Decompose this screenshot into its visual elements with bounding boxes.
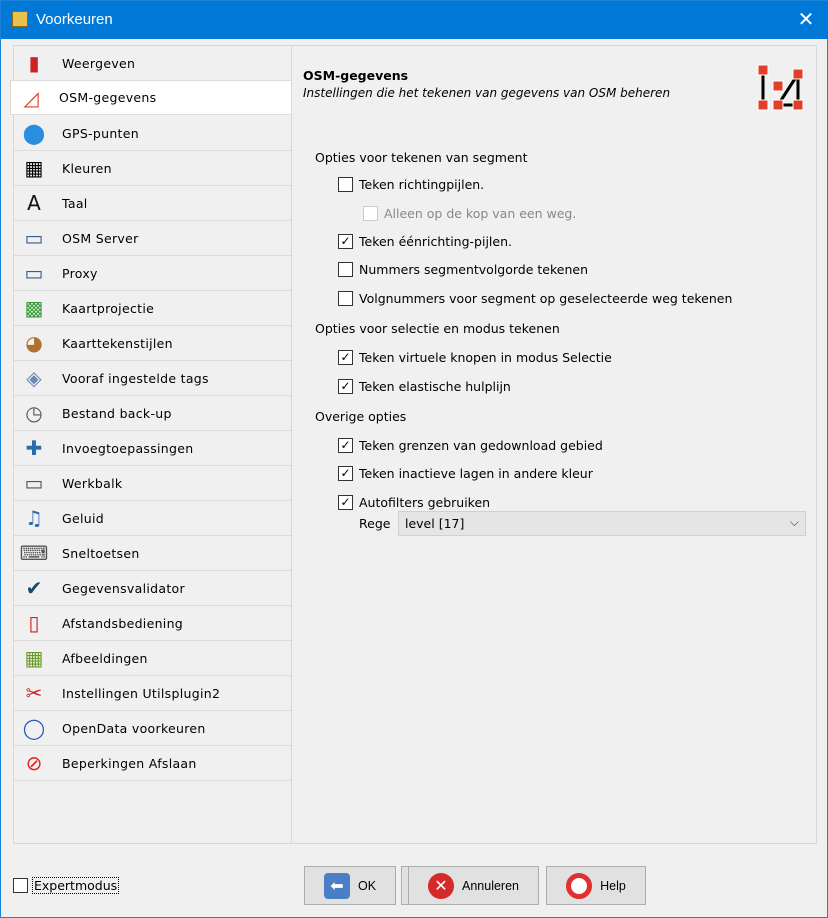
help-label: Help: [600, 878, 626, 893]
window-title: Voorkeuren: [36, 11, 113, 28]
server-icon: ▭: [24, 226, 44, 250]
sidebar-item-proxy[interactable]: [14, 256, 292, 291]
sidebar-item-label: Afstandsbediening: [62, 615, 184, 631]
turn-restriction-icon: ⊘: [25, 751, 43, 775]
checkbox[interactable]: ✓: [338, 350, 353, 365]
checkbox[interactable]: [338, 177, 353, 192]
sidebar-item-label: OSM-gegevens: [59, 90, 157, 105]
chevron-down-icon: ⌵: [789, 515, 799, 529]
gps-pin-icon: ⬤: [22, 121, 46, 145]
page-title: OSM-gegevens: [303, 68, 409, 83]
sidebar-item-vooraf-ingestelde-tags[interactable]: [14, 361, 292, 396]
app-icon: [12, 11, 28, 27]
ok-button[interactable]: [304, 866, 396, 905]
option-checkbox[interactable]: [338, 350, 612, 365]
sidebar-item-label: Invoegtoepassingen: [62, 440, 194, 456]
sidebar-item-label: Werkbalk: [62, 475, 123, 491]
page-subtitle: Instellingen die het tekenen van gegevens van OSM beheren: [303, 86, 671, 100]
autofilter-rule-select[interactable]: [398, 511, 806, 536]
option-label: Teken elastische hulplijn: [359, 379, 511, 394]
sidebar-item-werkbalk[interactable]: [14, 466, 292, 501]
map-projection-icon: ▩: [24, 296, 44, 320]
sidebar-item-beperkingen-afslaan[interactable]: [14, 746, 292, 781]
palette-icon: ◕: [25, 331, 43, 355]
sidebar-item-sneltoetsen[interactable]: [14, 536, 292, 571]
sidebar-item-label: Kaarttekenstijlen: [62, 335, 173, 351]
sidebar-item-label: OpenData voorkeuren: [62, 720, 206, 736]
sidebar-item-label: Sneltoetsen: [62, 545, 140, 561]
osm-data-icon: [756, 60, 808, 112]
option-checkbox[interactable]: [338, 495, 490, 510]
title-bar: [1, 1, 828, 39]
expert-mode-label: Expertmodus: [34, 878, 118, 893]
tools-icon: ✂: [25, 681, 43, 705]
sidebar-item-instellingen-utilsplugin2[interactable]: [14, 676, 292, 711]
option-checkbox[interactable]: [338, 177, 484, 192]
checkbox[interactable]: ✓: [338, 379, 353, 394]
checkbox[interactable]: ✓: [338, 438, 353, 453]
sidebar-item-osm-gegevens[interactable]: [10, 80, 292, 115]
section-heading: Opties voor tekenen van segment: [315, 150, 528, 165]
cancel-label: Annuleren: [462, 878, 519, 893]
option-checkbox[interactable]: [338, 438, 603, 453]
sidebar-item-label: Kleuren: [62, 160, 112, 176]
checkbox: [363, 206, 378, 221]
settings-panel: [291, 45, 817, 844]
sidebar-item-gegevensvalidator[interactable]: [14, 571, 292, 606]
section-heading: Opties voor selectie en modus tekenen: [315, 321, 560, 336]
sidebar-item-label: GPS-punten: [62, 125, 139, 141]
option-label: Teken inactieve lagen in andere kleur: [359, 466, 593, 481]
option-checkbox[interactable]: [338, 262, 588, 277]
section-heading: Overige opties: [315, 409, 407, 424]
sidebar-item-label: OSM Server: [62, 230, 139, 246]
sidebar-item-weergeven[interactable]: [14, 46, 292, 81]
sidebar-item-kleuren[interactable]: [14, 151, 292, 186]
sidebar-item-label: Geluid: [62, 510, 104, 526]
lifebuoy-icon: [566, 873, 592, 899]
option-checkbox[interactable]: [338, 291, 732, 306]
sidebar-item-label: Beperkingen Afslaan: [62, 755, 197, 771]
tags-icon: ◈: [26, 366, 42, 390]
sidebar-item-invoegtoepassingen[interactable]: [14, 431, 292, 466]
sidebar-item-label: Bestand back-up: [62, 405, 172, 421]
paint-bucket-icon: ▮: [28, 51, 40, 75]
sidebar-item-label: Proxy: [62, 265, 98, 281]
sidebar-item-opendata-voorkeuren[interactable]: [14, 711, 292, 746]
option-label: Teken éénrichting-pijlen.: [359, 234, 512, 249]
cancel-icon: ✕: [428, 873, 454, 899]
cancel-button[interactable]: [408, 866, 539, 905]
option-checkbox: [363, 206, 576, 221]
checkbox[interactable]: ✓: [338, 234, 353, 249]
imagery-icon: ▦: [24, 646, 44, 670]
sidebar-item-kaarttekenstijlen[interactable]: [14, 326, 292, 361]
backup-icon: ◷: [25, 401, 43, 425]
sidebar-item-label: Gegevensvalidator: [62, 580, 185, 596]
rule-value: level [17]: [405, 516, 465, 531]
option-label: Autofilters gebruiken: [359, 495, 491, 510]
shortcuts-icon: ⌨: [19, 541, 49, 565]
proxy-icon: ▭: [24, 261, 44, 285]
sidebar-item-taal[interactable]: [14, 186, 292, 221]
option-label: Alleen op de kop van een weg.: [384, 206, 577, 221]
opendata-icon: ◯: [22, 716, 46, 740]
sidebar-item-kaartprojectie[interactable]: [14, 291, 292, 326]
remote-control-icon: ▯: [28, 611, 40, 635]
option-label: Volgnummers voor segment op geselecteerde weg tekenen: [359, 291, 733, 306]
sidebar-item-label: Afbeeldingen: [62, 650, 148, 666]
sidebar-item-label: Kaartprojectie: [62, 300, 155, 316]
expert-mode-checkbox[interactable]: [13, 877, 119, 894]
option-label: Teken virtuele knopen in modus Selectie: [359, 350, 612, 365]
option-label: Teken grenzen van gedownload gebied: [359, 438, 603, 453]
preferences-sidebar: [13, 45, 292, 844]
sidebar-item-osm-server[interactable]: [14, 221, 292, 256]
plugin-icon: ✚: [25, 436, 43, 460]
checkbox[interactable]: [338, 262, 353, 277]
sound-icon: ♫: [25, 506, 43, 530]
option-checkbox[interactable]: [338, 234, 512, 249]
option-checkbox[interactable]: [338, 466, 593, 481]
language-icon: A: [27, 191, 41, 215]
sidebar-item-geluid[interactable]: [14, 501, 292, 536]
close-button[interactable]: ✕: [797, 7, 815, 31]
checkbox[interactable]: ✓: [338, 466, 353, 481]
rule-label: Rege: [359, 516, 391, 531]
sidebar-item-afstandsbediening[interactable]: [14, 606, 292, 641]
toolbar-icon: ▭: [24, 471, 44, 495]
osm-data-icon: ◿: [23, 85, 39, 110]
sidebar-item-label: Weergeven: [62, 55, 136, 71]
help-button[interactable]: [546, 866, 646, 905]
colors-icon: ▦: [24, 156, 44, 180]
sidebar-item-afbeeldingen[interactable]: [14, 641, 292, 676]
checkbox[interactable]: [338, 291, 353, 306]
ok-arrow-icon: ⬅: [324, 873, 350, 899]
option-label: Nummers segmentvolgorde tekenen: [359, 262, 588, 277]
option-checkbox[interactable]: [338, 379, 511, 394]
sidebar-item-label: Taal: [62, 195, 88, 211]
validator-icon: ✔: [25, 576, 43, 600]
checkbox[interactable]: [13, 878, 28, 893]
checkbox[interactable]: ✓: [338, 495, 353, 510]
sidebar-item-label: Vooraf ingestelde tags: [62, 370, 209, 386]
sidebar-item-bestand-back-up[interactable]: [14, 396, 292, 431]
option-label: Teken richtingpijlen.: [359, 177, 485, 192]
sidebar-item-label: Instellingen Utilsplugin2: [62, 685, 221, 701]
sidebar-item-gps-punten[interactable]: [14, 116, 292, 151]
ok-label: OK: [357, 878, 377, 893]
